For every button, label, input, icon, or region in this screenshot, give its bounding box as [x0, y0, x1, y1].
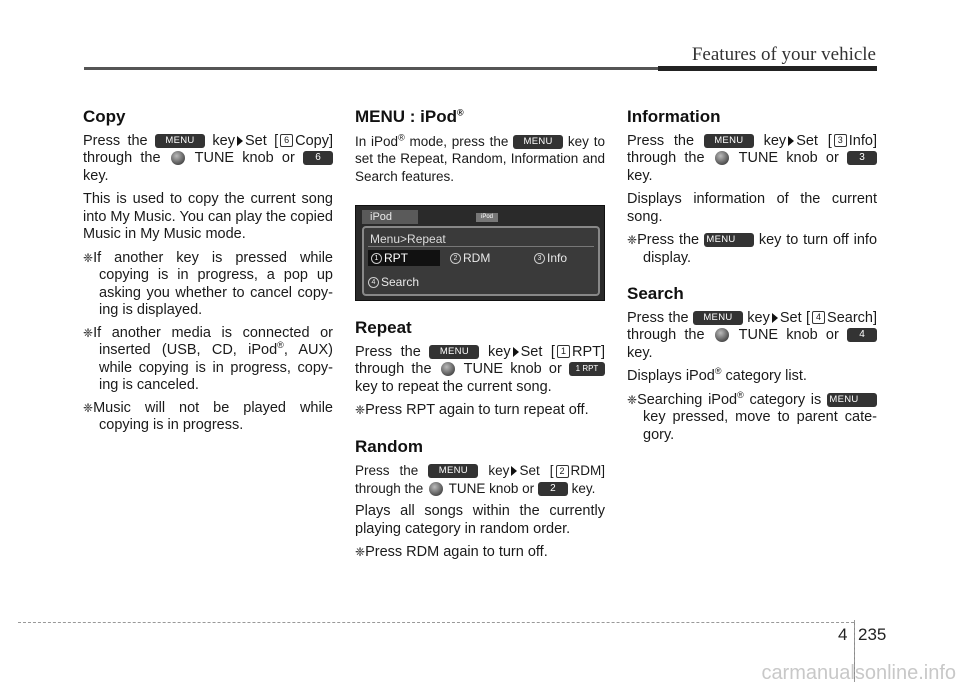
menu-intro [355, 133, 605, 186]
registered-mark: ® [398, 132, 405, 142]
tune-knob-icon [715, 151, 729, 165]
arrow-right-icon [237, 136, 243, 146]
text: key to set the Repeat, Random, Information and Search features. [355, 133, 605, 184]
text: mode, press the [404, 133, 509, 149]
text: category list. [721, 368, 807, 384]
search-description [627, 368, 877, 386]
text: RPT [384, 251, 408, 265]
text: Set [ [244, 132, 279, 149]
column-information [627, 108, 877, 449]
text: Set [ [520, 343, 555, 360]
text: Set [ [519, 463, 554, 478]
text: key. [627, 167, 653, 184]
registered-mark: ® [457, 107, 464, 118]
random-heading: Random [355, 436, 423, 456]
text: key [488, 343, 511, 360]
text: Set [ [779, 309, 811, 326]
copy-note-2 [83, 325, 333, 395]
text: Info] [848, 132, 877, 149]
arrow-right-icon [772, 313, 778, 323]
search-note [627, 389, 877, 445]
text: category is [743, 391, 822, 408]
copy-note-3 [83, 400, 333, 435]
watermark: carmanualsonline.info [761, 662, 956, 684]
text: key [212, 132, 235, 149]
repeat-instruction [355, 344, 605, 397]
screen-tab: iPod [362, 210, 418, 224]
menu-key-icon: MENU [429, 345, 479, 359]
number-circle-icon: 1 [371, 253, 382, 264]
preset-key-icon: 3 [847, 151, 877, 165]
screen-item-rdm [450, 250, 490, 266]
text: Press the [637, 232, 700, 248]
number-box-icon: 2 [556, 465, 569, 478]
number-box-icon: 1 [557, 345, 570, 358]
copy-instruction [83, 133, 333, 186]
text: TUNE knob or [463, 361, 562, 377]
screen-divider [368, 246, 594, 247]
preset-key-icon: 2 [538, 482, 568, 496]
text: through the [355, 480, 424, 496]
arrow-right-icon [788, 136, 794, 146]
screen-item-info [534, 250, 567, 266]
screen-item-search [368, 274, 419, 290]
text: key to repeat the current song. [355, 378, 552, 395]
note-icon: ❈ [627, 233, 638, 247]
menu-key-icon: MENU [155, 134, 205, 148]
note-icon: ❈ [83, 400, 94, 415]
column-menu [355, 108, 605, 567]
menu-key-icon: MENU [704, 134, 754, 148]
note-icon: ❈ [83, 250, 94, 265]
text: key to turn off info display. [643, 232, 878, 266]
arrow-right-icon [513, 347, 519, 357]
registered-mark: ® [277, 340, 284, 351]
text: Search] [827, 309, 878, 326]
text: RPT] [571, 343, 605, 360]
text: Press the [355, 343, 421, 360]
tune-knob-icon [429, 482, 443, 496]
header-rule-accent [658, 66, 877, 71]
text: key. [83, 167, 109, 184]
text: key. [571, 480, 596, 496]
arrow-right-icon [511, 466, 517, 476]
page-number: 235 [858, 625, 887, 644]
text: RDM] [570, 463, 605, 478]
random-note [355, 544, 605, 562]
menu-key-icon: MENU [704, 233, 754, 247]
text: TUNE knob or [448, 480, 535, 496]
screen-panel [362, 226, 600, 296]
random-instruction [355, 462, 605, 497]
menu-key-icon: MENU [513, 135, 563, 149]
text: key [488, 463, 510, 478]
note-icon: ❈ [355, 403, 366, 417]
registered-mark: ® [737, 389, 744, 400]
text: Press the [627, 309, 689, 326]
screen-item-rpt [368, 250, 440, 266]
text: key pressed, move to parent cate-gory. [643, 409, 877, 443]
search-instruction [627, 310, 877, 363]
text: Set [ [796, 132, 832, 149]
column-copy [83, 108, 333, 440]
text: If another key is pressed while copying is in progress, a pop up asking you whether to cancel copy-ing is displayed. [93, 249, 333, 318]
text: MENU : iPod [355, 107, 457, 126]
note-icon: ❈ [627, 392, 638, 407]
text: through the [83, 150, 161, 166]
registered-mark: ® [714, 366, 722, 377]
text: TUNE knob or [738, 327, 839, 343]
text: If another media is connected or inserted (USB, CD, iPod [93, 324, 333, 358]
text: Info [547, 251, 568, 265]
number-box-icon: 3 [834, 134, 847, 147]
repeat-note [355, 402, 605, 420]
text: Music will not be played while copying is in progress. [93, 399, 333, 433]
number-box-icon: 6 [280, 134, 293, 147]
screen-title: Menu>Repeat [370, 232, 446, 246]
number-circle-icon: 4 [368, 277, 379, 288]
search-heading: Search [627, 284, 684, 303]
text: through the [627, 327, 705, 343]
number-circle-icon: 3 [534, 253, 545, 264]
text: Press the [83, 132, 148, 149]
copy-description: This is used to copy the current song into My Music. You can play the copied Music in My Music mode. [83, 191, 333, 242]
text: Searching iPod [637, 391, 738, 408]
footer-rule [18, 622, 854, 623]
menu-key-icon: MENU [693, 311, 743, 325]
information-heading: Information [627, 107, 721, 126]
note-icon: ❈ [83, 325, 94, 340]
number-box-icon: 4 [812, 311, 825, 324]
ipod-menu-screen [355, 205, 605, 301]
menu-key-icon: MENU [428, 464, 478, 478]
tune-knob-icon [441, 362, 455, 376]
screen-ipod-badge: iPod [476, 213, 498, 222]
text: TUNE knob or [194, 150, 295, 166]
text: key. [627, 344, 653, 361]
information-note [627, 232, 877, 267]
chapter-number: 4 [838, 625, 848, 644]
copy-note-1 [83, 250, 333, 320]
page-header-title: Features of your vehicle [691, 44, 876, 65]
tune-knob-icon [715, 328, 729, 342]
text: Press the [627, 132, 695, 149]
text: Search [381, 275, 420, 289]
random-description: Plays all songs within the currently playing category in random order. [355, 503, 605, 537]
preset-key-icon: 1 RPT [569, 362, 605, 376]
text: Copy] [295, 132, 334, 149]
text: TUNE knob or [738, 150, 839, 166]
text: Displays iPod [627, 368, 715, 384]
text: through the [355, 361, 432, 377]
text: through the [627, 150, 705, 166]
text: In iPod [355, 133, 399, 149]
text: Press RPT again to turn repeat off. [365, 402, 589, 418]
menu-key-icon: MENU [827, 393, 877, 407]
tune-knob-icon [171, 151, 185, 165]
repeat-heading: Repeat [355, 318, 412, 337]
number-circle-icon: 2 [450, 253, 461, 264]
information-description: Displays information of the current song. [627, 191, 877, 225]
copy-heading: Copy [83, 107, 126, 126]
preset-key-icon: 4 [847, 328, 877, 342]
menu-heading [355, 108, 605, 126]
text: key [747, 309, 770, 326]
text: , AUX) while copying is in progress, copy-ing is canceled. [99, 342, 333, 393]
information-instruction [627, 133, 877, 186]
note-icon: ❈ [355, 545, 366, 559]
text: key [763, 132, 787, 149]
text: Press the [355, 463, 419, 478]
text: RDM [463, 251, 491, 265]
text: Press RDM again to turn off. [365, 544, 548, 560]
preset-key-icon: 6 [303, 151, 333, 165]
